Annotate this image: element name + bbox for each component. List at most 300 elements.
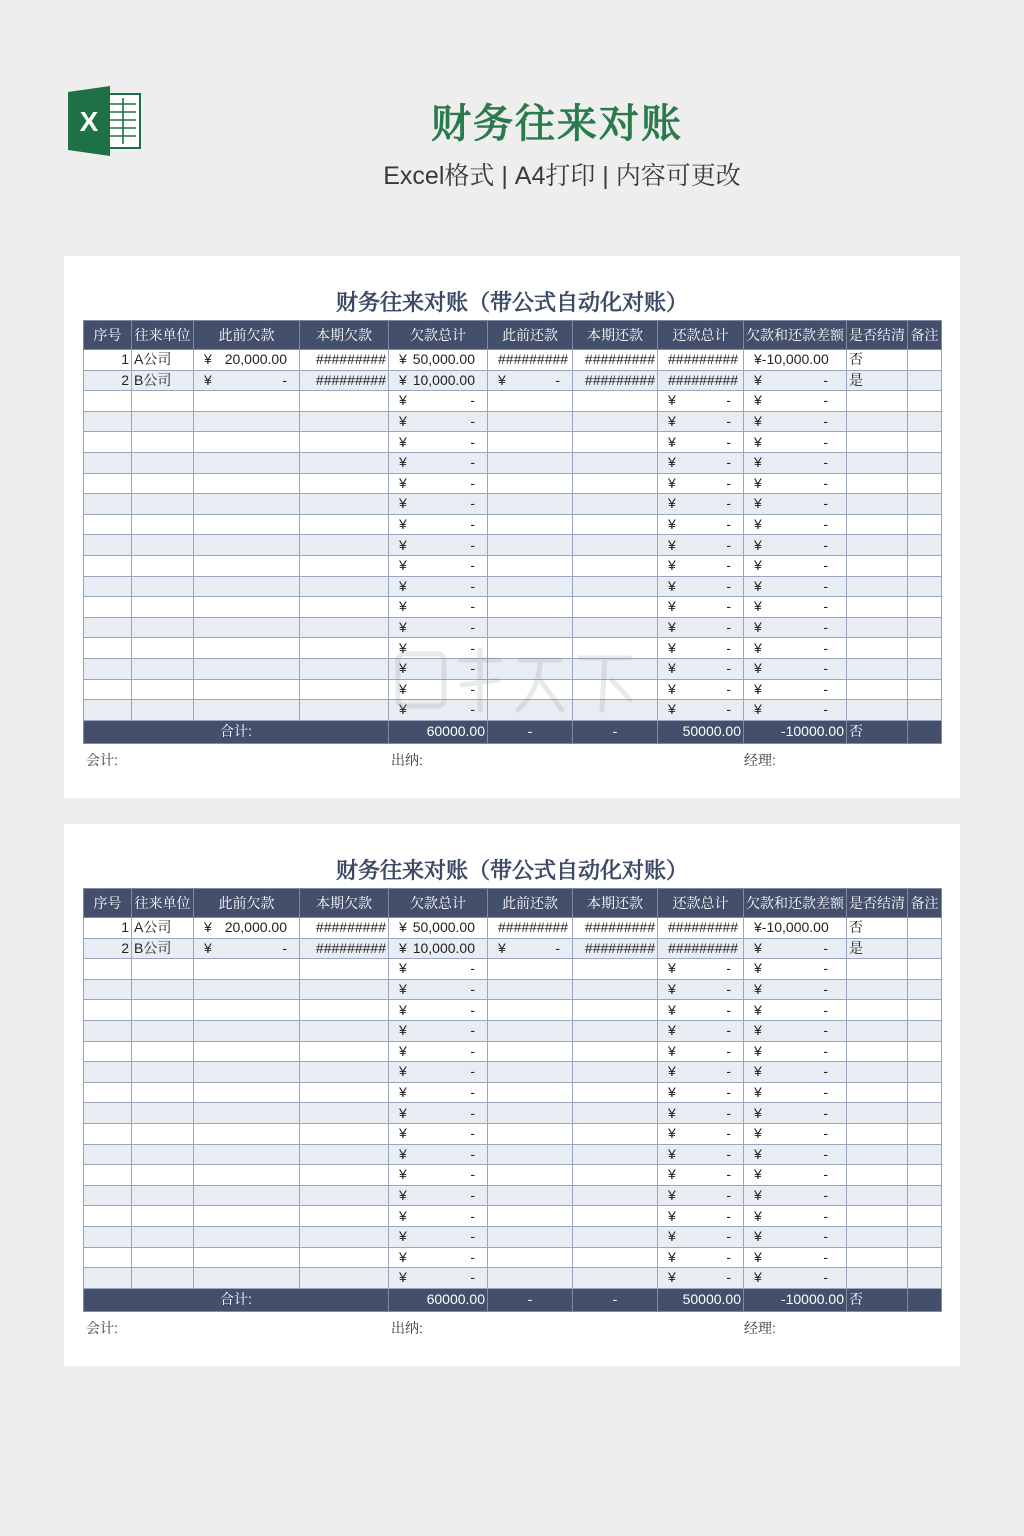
partner-name-cell bbox=[132, 473, 194, 494]
total-payment-cell bbox=[658, 658, 744, 679]
currency-symbol: ¥ bbox=[204, 371, 212, 388]
total-payment-cell bbox=[658, 1206, 744, 1227]
settled-cell bbox=[847, 638, 908, 659]
currency-symbol: ¥ bbox=[668, 1166, 676, 1183]
amount-value: - bbox=[726, 1269, 731, 1286]
row-number bbox=[84, 391, 132, 412]
row-number bbox=[84, 658, 132, 679]
total-debt-cell bbox=[389, 1268, 488, 1289]
partner-name-cell bbox=[132, 1062, 194, 1083]
page-title: 财务往来对账 bbox=[431, 102, 683, 146]
column-header: 往来单位 bbox=[132, 889, 194, 918]
current-payment-cell bbox=[573, 1082, 658, 1103]
currency-symbol: ¥ bbox=[399, 1022, 407, 1039]
prev-payment-cell bbox=[488, 1247, 573, 1268]
prev-debt-cell bbox=[194, 1185, 300, 1206]
row-number bbox=[84, 1165, 132, 1186]
prev-payment-cell bbox=[488, 597, 573, 618]
remarks-cell bbox=[908, 959, 942, 980]
prev-debt-cell bbox=[194, 1226, 300, 1247]
remarks-cell bbox=[908, 370, 942, 391]
row-number bbox=[84, 473, 132, 494]
ledger-table bbox=[83, 320, 942, 744]
prev-debt-cell bbox=[194, 411, 300, 432]
settled-cell bbox=[847, 576, 908, 597]
currency-symbol: ¥ bbox=[668, 1187, 676, 1204]
table-row bbox=[84, 1103, 942, 1124]
total-payment-cell bbox=[658, 979, 744, 1000]
currency-symbol: ¥ bbox=[668, 1042, 676, 1059]
current-payment-cell bbox=[573, 617, 658, 638]
amount-value: - bbox=[726, 598, 731, 615]
prev-debt-cell bbox=[194, 370, 300, 391]
currency-symbol: ¥ bbox=[668, 639, 676, 656]
difference-cell bbox=[744, 1123, 847, 1144]
current-debt-cell bbox=[300, 1041, 389, 1062]
currency-symbol: ¥ bbox=[399, 960, 407, 977]
total-payment-cell bbox=[658, 679, 744, 700]
amount-value: - bbox=[726, 1063, 731, 1080]
column-header: 还款总计 bbox=[658, 321, 744, 350]
prev-debt-cell bbox=[194, 1041, 300, 1062]
column-header: 是否结清 bbox=[847, 889, 908, 918]
difference-cell bbox=[744, 959, 847, 980]
row-number bbox=[84, 1206, 132, 1227]
table-row bbox=[84, 1165, 942, 1186]
current-debt-cell bbox=[300, 555, 389, 576]
remarks-cell bbox=[908, 535, 942, 556]
currency-symbol: ¥ bbox=[399, 433, 407, 450]
difference-cell bbox=[744, 1144, 847, 1165]
currency-symbol: ¥ bbox=[399, 1125, 407, 1142]
amount-value: - bbox=[470, 1042, 475, 1059]
prev-debt-cell bbox=[194, 638, 300, 659]
total-debt-cell bbox=[389, 514, 488, 535]
partner-name-cell bbox=[132, 658, 194, 679]
difference-cell bbox=[744, 473, 847, 494]
currency-symbol: ¥ bbox=[754, 619, 762, 636]
partner-name-cell bbox=[132, 452, 194, 473]
amount-value: ######### bbox=[668, 919, 739, 936]
row-number bbox=[84, 1123, 132, 1144]
row-number: 1 bbox=[84, 350, 132, 371]
currency-symbol: ¥ bbox=[668, 536, 676, 553]
amount-value: - bbox=[726, 1228, 731, 1245]
current-payment-cell bbox=[573, 1206, 658, 1227]
currency-symbol: ¥ bbox=[668, 1022, 676, 1039]
remarks-cell bbox=[908, 1206, 942, 1227]
currency-symbol: ¥ bbox=[668, 413, 676, 430]
column-header: 还款总计 bbox=[658, 889, 744, 918]
prev-payment-cell bbox=[488, 1185, 573, 1206]
currency-symbol: ¥ bbox=[204, 939, 212, 956]
remarks-cell bbox=[908, 473, 942, 494]
current-payment-cell bbox=[573, 700, 658, 721]
settled-cell bbox=[847, 1041, 908, 1062]
current-payment-cell bbox=[573, 432, 658, 453]
table-row bbox=[84, 350, 942, 371]
amount-value: - bbox=[470, 1125, 475, 1142]
currency-symbol: ¥ bbox=[399, 454, 407, 471]
partner-name-cell bbox=[132, 617, 194, 638]
settled-cell bbox=[847, 1268, 908, 1289]
amount-value: - bbox=[470, 1001, 475, 1018]
remarks-cell bbox=[908, 617, 942, 638]
currency-symbol: ¥ bbox=[754, 919, 762, 936]
current-debt-cell bbox=[300, 1226, 389, 1247]
partner-name-cell bbox=[132, 1103, 194, 1124]
total-debt-cell bbox=[389, 938, 488, 959]
column-header: 欠款总计 bbox=[389, 889, 488, 918]
amount-value: - bbox=[470, 680, 475, 697]
prev-debt-cell bbox=[194, 1206, 300, 1227]
remarks-cell bbox=[908, 1020, 942, 1041]
row-number bbox=[84, 979, 132, 1000]
table-row bbox=[84, 1020, 942, 1041]
amount-value: - bbox=[726, 557, 731, 574]
partner-name-cell bbox=[132, 514, 194, 535]
difference-cell bbox=[744, 391, 847, 412]
prev-payment-cell bbox=[488, 576, 573, 597]
partner-name-cell bbox=[132, 1268, 194, 1289]
prev-debt-cell bbox=[194, 1082, 300, 1103]
partner-name-cell bbox=[132, 1206, 194, 1227]
currency-symbol: ¥ bbox=[399, 1001, 407, 1018]
current-payment-sum: - bbox=[573, 1288, 658, 1311]
difference-cell bbox=[744, 1020, 847, 1041]
currency-symbol: ¥ bbox=[498, 371, 506, 388]
column-header: 此前还款 bbox=[488, 889, 573, 918]
amount-value: - bbox=[282, 939, 287, 956]
currency-symbol: ¥ bbox=[668, 495, 676, 512]
amount-value: 20,000.00 bbox=[224, 919, 287, 936]
ledger-panel bbox=[64, 256, 960, 798]
amount-value: - bbox=[726, 392, 731, 409]
prev-payment-sum: - bbox=[488, 720, 573, 743]
amount-value: - bbox=[823, 981, 828, 998]
total-payment-cell bbox=[658, 1062, 744, 1083]
current-debt-cell bbox=[300, 1000, 389, 1021]
prev-debt-cell bbox=[194, 576, 300, 597]
remarks-cell bbox=[908, 1165, 942, 1186]
row-number: 2 bbox=[84, 938, 132, 959]
total-debt-sum: 60000.00 bbox=[389, 720, 488, 743]
partner-name-cell bbox=[132, 1226, 194, 1247]
amount-value: ######### bbox=[668, 939, 739, 956]
current-debt-cell bbox=[300, 700, 389, 721]
currency-symbol: ¥ bbox=[668, 433, 676, 450]
settled-cell: 否 bbox=[847, 350, 908, 371]
currency-symbol: ¥ bbox=[754, 1001, 762, 1018]
amount-value: - bbox=[726, 1084, 731, 1101]
partner-name-cell bbox=[132, 432, 194, 453]
column-header: 备注 bbox=[908, 321, 942, 350]
total-debt-cell bbox=[389, 1144, 488, 1165]
table-row bbox=[84, 494, 942, 515]
accountant-label: 会计: bbox=[86, 1320, 118, 1336]
column-header: 本期还款 bbox=[573, 889, 658, 918]
current-debt-cell bbox=[300, 473, 389, 494]
amount-value: - bbox=[470, 1063, 475, 1080]
current-debt-cell bbox=[300, 1144, 389, 1165]
currency-symbol: ¥ bbox=[399, 557, 407, 574]
currency-symbol: ¥ bbox=[399, 1187, 407, 1204]
settled-cell bbox=[847, 432, 908, 453]
currency-symbol: ¥ bbox=[204, 351, 212, 368]
currency-symbol: ¥ bbox=[668, 1125, 676, 1142]
total-debt-cell bbox=[389, 638, 488, 659]
amount-value: 10,000.00 bbox=[412, 939, 475, 956]
partner-name-cell bbox=[132, 679, 194, 700]
amount-value: - bbox=[726, 495, 731, 512]
currency-symbol: ¥ bbox=[668, 1001, 676, 1018]
total-payment-cell bbox=[658, 1144, 744, 1165]
table-row bbox=[84, 658, 942, 679]
panel-title: 财务往来对账（带公式自动化对账） bbox=[335, 858, 688, 883]
remarks-cell bbox=[908, 1144, 942, 1165]
currency-symbol: ¥ bbox=[754, 1084, 762, 1101]
difference-cell bbox=[744, 617, 847, 638]
total-payment-cell bbox=[658, 938, 744, 959]
current-payment-cell bbox=[573, 1144, 658, 1165]
table-row bbox=[84, 1206, 942, 1227]
amount-value: 10,000.00 bbox=[412, 371, 475, 388]
column-header: 欠款总计 bbox=[389, 321, 488, 350]
currency-symbol: ¥ bbox=[399, 1104, 407, 1121]
amount-value: - bbox=[726, 639, 731, 656]
currency-symbol: ¥ bbox=[668, 557, 676, 574]
currency-symbol: ¥ bbox=[754, 536, 762, 553]
column-header: 本期还款 bbox=[573, 321, 658, 350]
remarks-cell bbox=[908, 1082, 942, 1103]
total-payment-sum: 50000.00 bbox=[658, 1288, 744, 1311]
amount-value: - bbox=[823, 557, 828, 574]
currency-symbol: ¥ bbox=[399, 660, 407, 677]
current-debt-cell bbox=[300, 1103, 389, 1124]
row-number bbox=[84, 452, 132, 473]
table-row bbox=[84, 1082, 942, 1103]
currency-symbol: ¥ bbox=[754, 1042, 762, 1059]
total-debt-cell bbox=[389, 918, 488, 939]
prev-debt-cell bbox=[194, 918, 300, 939]
row-number bbox=[84, 1185, 132, 1206]
currency-symbol: ¥ bbox=[754, 1063, 762, 1080]
prev-debt-cell bbox=[194, 535, 300, 556]
table-row bbox=[84, 1185, 942, 1206]
total-debt-cell bbox=[389, 1165, 488, 1186]
amount-value: - bbox=[470, 1084, 475, 1101]
amount-value: - bbox=[823, 536, 828, 553]
prev-payment-cell bbox=[488, 535, 573, 556]
difference-sum: -10000.00 bbox=[744, 1288, 847, 1311]
total-debt-cell bbox=[389, 1185, 488, 1206]
column-header: 备注 bbox=[908, 889, 942, 918]
amount-value: ######### bbox=[668, 371, 739, 388]
total-payment-cell bbox=[658, 514, 744, 535]
column-header: 本期欠款 bbox=[300, 321, 389, 350]
currency-symbol: ¥ bbox=[754, 680, 762, 697]
amount-value: - bbox=[470, 1145, 475, 1162]
amount-value: - bbox=[470, 454, 475, 471]
amount-value: 50,000.00 bbox=[412, 919, 475, 936]
table-row bbox=[84, 1226, 942, 1247]
amount-value: - bbox=[823, 392, 828, 409]
total-payment-cell bbox=[658, 1247, 744, 1268]
amount-value: - bbox=[726, 619, 731, 636]
amount-value: - bbox=[726, 1187, 731, 1204]
totals-row bbox=[84, 720, 942, 743]
remarks-summary bbox=[908, 720, 942, 743]
current-debt-cell bbox=[300, 514, 389, 535]
difference-cell bbox=[744, 918, 847, 939]
amount-value: - bbox=[470, 1207, 475, 1224]
currency-symbol: ¥ bbox=[754, 577, 762, 594]
difference-cell bbox=[744, 1206, 847, 1227]
difference-cell bbox=[744, 1226, 847, 1247]
row-number bbox=[84, 555, 132, 576]
currency-symbol: ¥ bbox=[399, 536, 407, 553]
amount-value: - bbox=[823, 939, 828, 956]
amount-value: - bbox=[823, 1022, 828, 1039]
total-debt-cell bbox=[389, 535, 488, 556]
prev-debt-cell bbox=[194, 473, 300, 494]
current-debt-cell bbox=[300, 638, 389, 659]
prev-debt-cell bbox=[194, 514, 300, 535]
settled-cell bbox=[847, 452, 908, 473]
row-number bbox=[84, 1268, 132, 1289]
amount-value: - bbox=[823, 639, 828, 656]
total-payment-cell bbox=[658, 700, 744, 721]
prev-debt-cell bbox=[194, 700, 300, 721]
table-row bbox=[84, 1041, 942, 1062]
remarks-cell bbox=[908, 638, 942, 659]
prev-debt-cell bbox=[194, 979, 300, 1000]
difference-cell bbox=[744, 1000, 847, 1021]
amount-value: - bbox=[470, 516, 475, 533]
remarks-cell bbox=[908, 1247, 942, 1268]
amount-value: ######### bbox=[668, 351, 739, 368]
currency-symbol: ¥ bbox=[399, 413, 407, 430]
amount-value: - bbox=[470, 536, 475, 553]
row-number bbox=[84, 1020, 132, 1041]
prev-payment-cell bbox=[488, 514, 573, 535]
row-number bbox=[84, 617, 132, 638]
settled-cell: 是 bbox=[847, 370, 908, 391]
prev-payment-cell bbox=[488, 432, 573, 453]
current-debt-cell bbox=[300, 411, 389, 432]
settled-cell bbox=[847, 1185, 908, 1206]
total-debt-cell bbox=[389, 494, 488, 515]
remarks-cell bbox=[908, 1000, 942, 1021]
currency-symbol: ¥ bbox=[754, 351, 762, 368]
difference-cell bbox=[744, 1165, 847, 1186]
total-payment-cell bbox=[658, 617, 744, 638]
currency-symbol: ¥ bbox=[754, 639, 762, 656]
current-payment-cell bbox=[573, 1041, 658, 1062]
table-row bbox=[84, 1123, 942, 1144]
total-debt-sum: 60000.00 bbox=[389, 1288, 488, 1311]
amount-value: -10,000.00 bbox=[761, 351, 829, 368]
row-number bbox=[84, 700, 132, 721]
total-payment-cell bbox=[658, 918, 744, 939]
prev-debt-cell bbox=[194, 938, 300, 959]
currency-symbol: ¥ bbox=[754, 939, 762, 956]
current-payment-cell bbox=[573, 1103, 658, 1124]
currency-symbol: ¥ bbox=[399, 1228, 407, 1245]
current-debt-cell: ######### bbox=[300, 918, 389, 939]
prev-payment-cell bbox=[488, 979, 573, 1000]
amount-value: - bbox=[726, 680, 731, 697]
current-debt-cell bbox=[300, 391, 389, 412]
column-header: 序号 bbox=[84, 889, 132, 918]
row-number bbox=[84, 597, 132, 618]
amount-value: - bbox=[823, 701, 828, 718]
current-debt-cell bbox=[300, 617, 389, 638]
currency-symbol: ¥ bbox=[399, 1207, 407, 1224]
prev-payment-cell bbox=[488, 1041, 573, 1062]
amount-value: - bbox=[555, 939, 560, 956]
amount-value: - bbox=[823, 454, 828, 471]
current-payment-cell bbox=[573, 1268, 658, 1289]
current-debt-cell bbox=[300, 1123, 389, 1144]
total-debt-cell bbox=[389, 1041, 488, 1062]
total-payment-cell bbox=[658, 411, 744, 432]
prev-debt-cell bbox=[194, 1247, 300, 1268]
amount-value: - bbox=[823, 1187, 828, 1204]
remarks-summary bbox=[908, 1288, 942, 1311]
settled-cell bbox=[847, 658, 908, 679]
difference-cell bbox=[744, 452, 847, 473]
prev-payment-cell bbox=[488, 1020, 573, 1041]
current-payment-cell bbox=[573, 1000, 658, 1021]
row-number: 1 bbox=[84, 918, 132, 939]
row-number: 2 bbox=[84, 370, 132, 391]
total-debt-cell bbox=[389, 432, 488, 453]
prev-payment-cell bbox=[488, 1123, 573, 1144]
currency-symbol: ¥ bbox=[399, 639, 407, 656]
partner-name-cell bbox=[132, 1165, 194, 1186]
page-subtitle: Excel格式 | A4打印 | 内容可更改 bbox=[383, 162, 741, 190]
amount-value: - bbox=[823, 1125, 828, 1142]
difference-sum: -10000.00 bbox=[744, 720, 847, 743]
table-row bbox=[84, 432, 942, 453]
remarks-cell bbox=[908, 679, 942, 700]
table-row bbox=[84, 700, 942, 721]
settled-cell bbox=[847, 700, 908, 721]
current-payment-cell bbox=[573, 979, 658, 1000]
table-row bbox=[84, 1247, 942, 1268]
currency-symbol: ¥ bbox=[668, 598, 676, 615]
row-number bbox=[84, 494, 132, 515]
settled-cell bbox=[847, 597, 908, 618]
current-payment-cell bbox=[573, 452, 658, 473]
table-row bbox=[84, 514, 942, 535]
difference-cell bbox=[744, 1041, 847, 1062]
currency-symbol: ¥ bbox=[399, 1145, 407, 1162]
table-row bbox=[84, 535, 942, 556]
remarks-cell bbox=[908, 1123, 942, 1144]
table-row bbox=[84, 391, 942, 412]
total-debt-cell bbox=[389, 617, 488, 638]
prev-payment-cell bbox=[488, 1268, 573, 1289]
column-header: 是否结清 bbox=[847, 321, 908, 350]
total-debt-cell bbox=[389, 959, 488, 980]
partner-name-cell bbox=[132, 979, 194, 1000]
amount-value: - bbox=[726, 1042, 731, 1059]
table-row bbox=[84, 1000, 942, 1021]
amount-value: - bbox=[470, 619, 475, 636]
remarks-cell bbox=[908, 700, 942, 721]
